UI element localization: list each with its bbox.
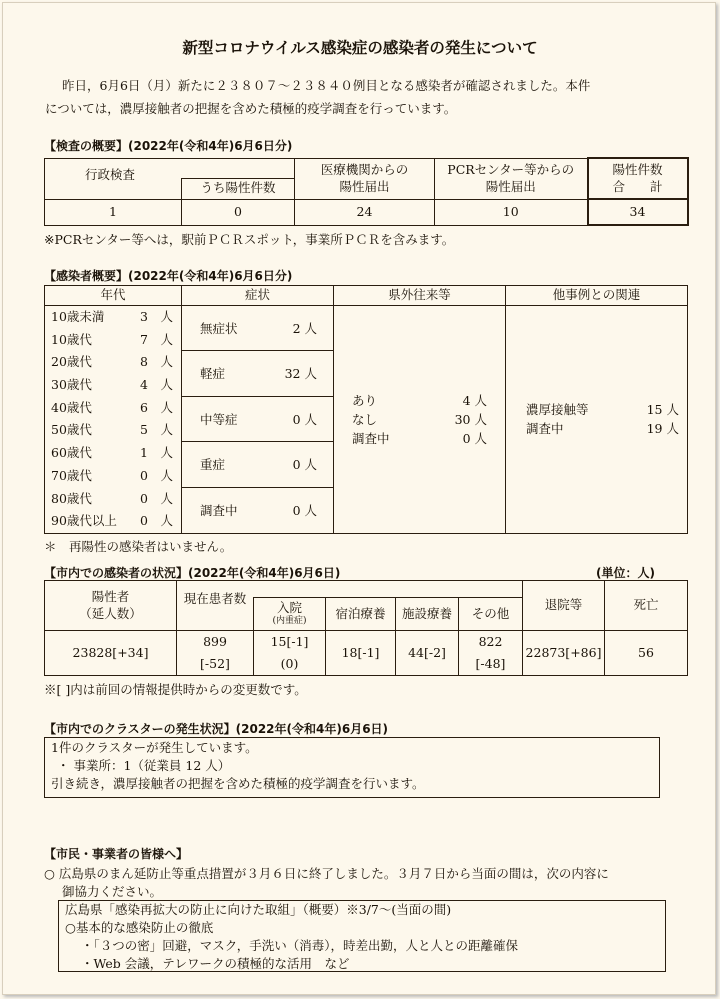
age-row [45, 510, 181, 533]
box-line: ○基本的な感染防止の徹底 [65, 920, 214, 935]
v-total: 34 [588, 199, 688, 225]
age-count: 5 [140, 422, 148, 438]
age-row [45, 351, 181, 374]
h-age: 年代 [45, 286, 182, 306]
city-unit: (単位：人) [596, 566, 655, 580]
age-unit: 人 [160, 354, 173, 370]
age-unit: 人 [160, 445, 173, 461]
age-row [45, 442, 181, 465]
cases-heading: 【感染者概要】(2022年(令和4年)6月6日分) [44, 269, 293, 283]
h-death: 死亡 [605, 581, 688, 631]
intro-line-2: については，濃厚接触者の把握を含めた積極的疫学調査を行っています。 [45, 101, 457, 116]
age-label: 50歳代 [51, 422, 92, 438]
symptom-row [182, 351, 333, 396]
symptom-label: 無症状 [200, 321, 238, 336]
city-heading: 【市内での感染者の状況】(2022年(令和4年)6月6日) [44, 566, 341, 580]
symptom-count: 0 人 [292, 411, 317, 427]
testing-note: ※PCRセンター等へは，駅前ＰＣＲスポット，事業所ＰＣＲを含みます。 [44, 232, 455, 247]
h-other: その他 [459, 598, 523, 631]
h-pcr-2: 陽性届出 [485, 178, 536, 194]
age-unit: 人 [160, 309, 173, 324]
age-row [45, 488, 181, 511]
age-label: 40歳代 [51, 399, 92, 415]
age-row [45, 329, 181, 352]
citizens-line-1: ○ 広島県のまん延防止等重点措置が３月６日に終了しました。３月７日から当面の間は，次の内容に [44, 866, 609, 881]
h-hotel: 宿泊療養 [326, 598, 396, 631]
link-count: 19 人 [646, 421, 679, 437]
v-cur-diff: [-52] [200, 656, 230, 671]
v-pos: 23828[+34] [45, 631, 177, 676]
box-line: 広島県「感染再拡大の防止に向けた取組」（概要）※3/7～(当面の間) [65, 902, 452, 917]
age-count: 0 [140, 467, 148, 483]
symptom-count: 0 人 [292, 502, 317, 518]
age-unit: 人 [160, 513, 173, 529]
box-line: ・Web 会議，テレワークの積極的な活用 など [81, 956, 350, 971]
v-hosp: 15[-1] [270, 634, 309, 649]
age-count: 0 [140, 513, 148, 529]
symptom-row [182, 488, 333, 533]
age-label: 60歳代 [51, 445, 92, 461]
travel-label: あり [352, 392, 378, 408]
v-admin: 1 [45, 199, 182, 225]
age-row [45, 306, 181, 329]
age-count: 8 [140, 354, 148, 370]
age-row [45, 465, 181, 488]
v-hosp-severe: (0) [280, 656, 299, 671]
v-pcr: 10 [435, 199, 588, 225]
age-unit: 人 [160, 399, 173, 415]
age-count: 6 [140, 399, 148, 415]
travel-label: なし [352, 411, 378, 427]
h-hosp: 入院 [276, 600, 302, 616]
age-count: 0 [140, 490, 148, 506]
age-label: 20歳代 [51, 354, 92, 370]
citizens-heading: 【市民・事業者の皆様へ】 [44, 847, 189, 861]
h-med-1: 医療機関からの [320, 162, 409, 178]
v-disc: 22873[+86] [523, 631, 605, 676]
h-pcr-1: PCRセンター等からの [447, 162, 575, 178]
v-hotel: 18[-1] [326, 631, 396, 676]
travel-row [352, 429, 487, 448]
citizens-line-2: 御協力ください。 [62, 884, 163, 899]
h-total-2: 合 計 [612, 178, 663, 194]
symptom-label: 軽症 [200, 366, 226, 382]
age-label: 70歳代 [51, 467, 92, 483]
symptom-count: 32 人 [284, 366, 317, 382]
age-row [45, 374, 181, 397]
age-label: 10歳代 [51, 331, 92, 347]
age-row [45, 419, 181, 442]
age-count: 1 [140, 445, 148, 461]
h-cur: 現在患者数 [177, 581, 254, 631]
symptom-row [182, 442, 333, 487]
travel-count: 30 人 [454, 411, 487, 427]
symptom-count: 2 人 [292, 321, 317, 336]
testing-heading: 【検査の概要】(2022年(令和4年)6月6日分) [44, 139, 293, 153]
symptom-row [182, 397, 333, 442]
h-disc: 退院等 [523, 581, 605, 631]
v-med: 24 [295, 199, 435, 225]
h-sym: 症状 [182, 286, 334, 306]
age-count: 4 [140, 377, 148, 393]
v-fac: 44[-2] [396, 631, 459, 676]
h-fac: 施設療養 [396, 598, 459, 631]
h-med-2: 陽性届出 [339, 178, 390, 194]
travel-count: 0 人 [462, 430, 487, 446]
age-unit: 人 [160, 467, 173, 483]
intro-line-1: 昨日，6月6日（月）新たに２３８０７～２３８４０例目となる感染者が確認されました。本件 [62, 78, 591, 93]
age-label: 10歳未満 [51, 309, 105, 324]
symptom-row [182, 306, 333, 351]
age-label: 90歳代以上 [51, 513, 117, 529]
age-unit: 人 [160, 377, 173, 393]
age-label: 80歳代 [51, 490, 92, 506]
v-cur: 899 [203, 634, 227, 649]
symptom-label: 重症 [200, 457, 226, 473]
symptom-label: 調査中 [200, 502, 238, 518]
age-unit: 人 [160, 331, 173, 347]
h-link: 他事例との関連 [506, 286, 688, 306]
travel-label: 調査中 [352, 430, 390, 446]
v-admin-pos: 0 [182, 199, 295, 225]
h-travel: 県外往来等 [334, 286, 506, 306]
age-unit: 人 [160, 490, 173, 506]
age-count: 7 [140, 331, 148, 347]
cluster-line: 引き続き，濃厚接触者の把握を含めた積極的疫学調査を行います。 [51, 776, 425, 791]
travel-row [352, 391, 487, 410]
age-row [45, 397, 181, 420]
travel-count: 4 人 [462, 392, 487, 408]
h-pos-2: （延人数） [79, 605, 142, 621]
city-note: ※[ ]内は前回の情報提供時からの変更数です。 [44, 682, 307, 697]
h-pos-1: 陽性者 [91, 589, 130, 605]
cluster-heading: 【市内でのクラスターの発生状況】(2022年(令和4年)6月6日) [44, 722, 389, 736]
page-title: 新型コロナウイルス感染症の感染者の発生について [182, 38, 538, 57]
cluster-box [44, 737, 660, 798]
cases-table [44, 285, 688, 534]
cluster-line: 1件のクラスターが発生しています。 [51, 740, 258, 755]
age-unit: 人 [160, 422, 173, 438]
travel-row [352, 410, 487, 429]
link-label: 濃厚接触等 [526, 402, 589, 418]
v-death: 56 [605, 631, 688, 676]
symptom-count: 0 人 [292, 457, 317, 473]
h-hosp-sub: (内重症) [272, 616, 307, 627]
link-row [526, 400, 679, 419]
box-line: ・「３つの密」回避，マスク，手洗い（消毒），時差出勤，人と人との距離確保 [81, 938, 519, 953]
v-other-diff: [-48] [475, 656, 506, 671]
link-label: 調査中 [526, 421, 564, 437]
link-row [526, 419, 679, 438]
city-table [44, 580, 688, 676]
h-total-1: 陽性件数 [612, 162, 663, 178]
age-count: 3 [140, 309, 148, 324]
age-label: 30歳代 [51, 377, 92, 393]
testing-table [44, 157, 689, 226]
v-other: 822 [478, 634, 503, 649]
link-count: 15 人 [646, 402, 679, 418]
citizens-box [58, 900, 666, 972]
cases-note: ＊ 再陽性の感染者はいません。 [44, 539, 233, 554]
symptom-label: 中等症 [200, 411, 238, 427]
cluster-line: ・ 事業所：1（従業員 12 人） [57, 758, 231, 773]
h-admin-pos: うち陽性件数 [182, 178, 295, 199]
h-admin: 行政検査 [45, 158, 182, 199]
